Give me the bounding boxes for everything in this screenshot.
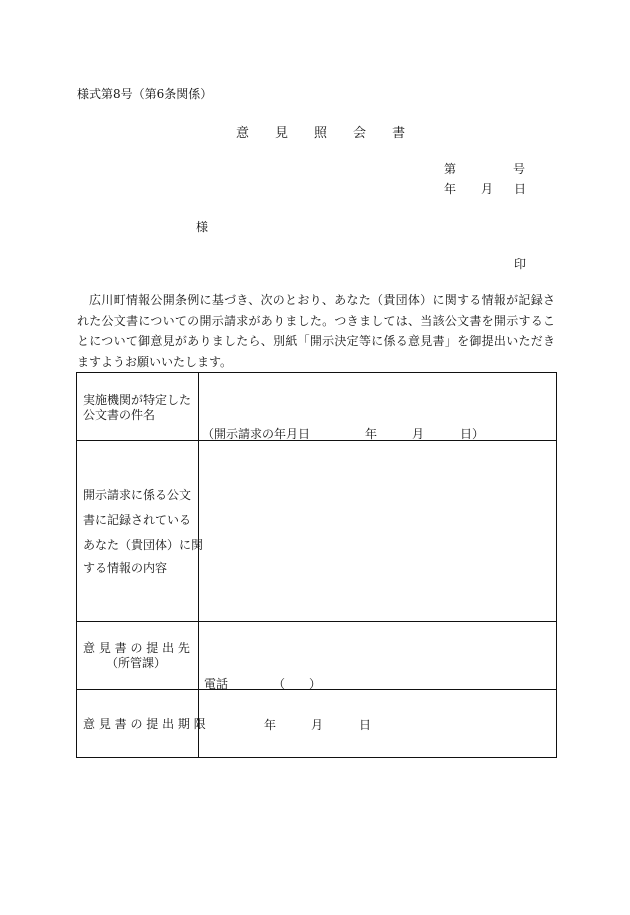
- content-label-line4: する情報の内容: [83, 561, 168, 575]
- title-char: 照: [314, 126, 328, 141]
- subject-value-cell[interactable]: [199, 373, 557, 441]
- subject-label-line2: 公文書の件名: [83, 408, 156, 422]
- content-value-cell[interactable]: [199, 441, 557, 622]
- request-date-label: （開示請求の年月日: [202, 427, 311, 441]
- issue-date-month: 月: [481, 182, 494, 196]
- title-char: 意: [236, 126, 250, 141]
- deadline-day: 日: [359, 718, 372, 732]
- content-label-line3: あなた（貴団体）に関: [83, 538, 204, 552]
- body-text: [77, 290, 555, 372]
- phone-label: 電話: [204, 677, 229, 691]
- issue-number-prefix: 第: [444, 162, 457, 176]
- subject-label-line1: 実施機関が特定した: [83, 393, 192, 407]
- document-title: [236, 122, 405, 141]
- request-date-day: 日）: [460, 427, 485, 441]
- body-paragraph: 広川町情報公開条例に基づき、次のとおり、あなた（貴団体）に関する情報が記録された公文書についての開示請求がありました。つきましては、当該公文書を開示することについて御意見がありましたら、別紙「開示決定等に係る意見書」を御提出いただきますようお願いいたします。: [77, 293, 555, 369]
- submit-to-label-line2: （所管課）: [106, 656, 167, 670]
- deadline-month: 月: [311, 718, 324, 732]
- deadline-label-cell: [77, 690, 206, 758]
- title-char: 見: [275, 126, 289, 141]
- form-number: 様式第8号（第6条関係）: [77, 87, 213, 101]
- request-date-year: 年: [365, 427, 378, 441]
- table-row: [77, 690, 557, 758]
- deadline-label: 意 見 書 の 提 出 期 限: [83, 717, 206, 731]
- content-label-line2: 書に記録されている: [83, 513, 192, 527]
- content-label-line1: 開示請求に係る公文: [83, 488, 192, 502]
- info-table: [76, 372, 557, 758]
- table-row: [77, 441, 557, 622]
- submit-to-value-cell[interactable]: [199, 622, 557, 690]
- title-char: 書: [392, 126, 406, 141]
- phone-area-code: （ ）: [273, 677, 322, 691]
- issue-date-day: 日: [514, 182, 527, 196]
- subject-label-cell: [77, 373, 199, 441]
- addressee-honorific: 様: [196, 220, 209, 234]
- table-row: [77, 373, 557, 441]
- issue-number-suffix: 号: [513, 162, 526, 176]
- title-char: 会: [353, 126, 367, 141]
- request-date-month: 月: [412, 427, 425, 441]
- deadline-year: 年: [264, 718, 277, 732]
- seal-mark: 印: [514, 257, 527, 271]
- deadline-value-cell[interactable]: [199, 690, 557, 758]
- table-row: [77, 622, 557, 690]
- issue-date-year: 年: [444, 182, 457, 196]
- submit-to-label-cell: [77, 622, 199, 690]
- content-label-cell: [77, 441, 204, 622]
- submit-to-label-line1: 意 見 書 の 提 出 先: [83, 641, 190, 655]
